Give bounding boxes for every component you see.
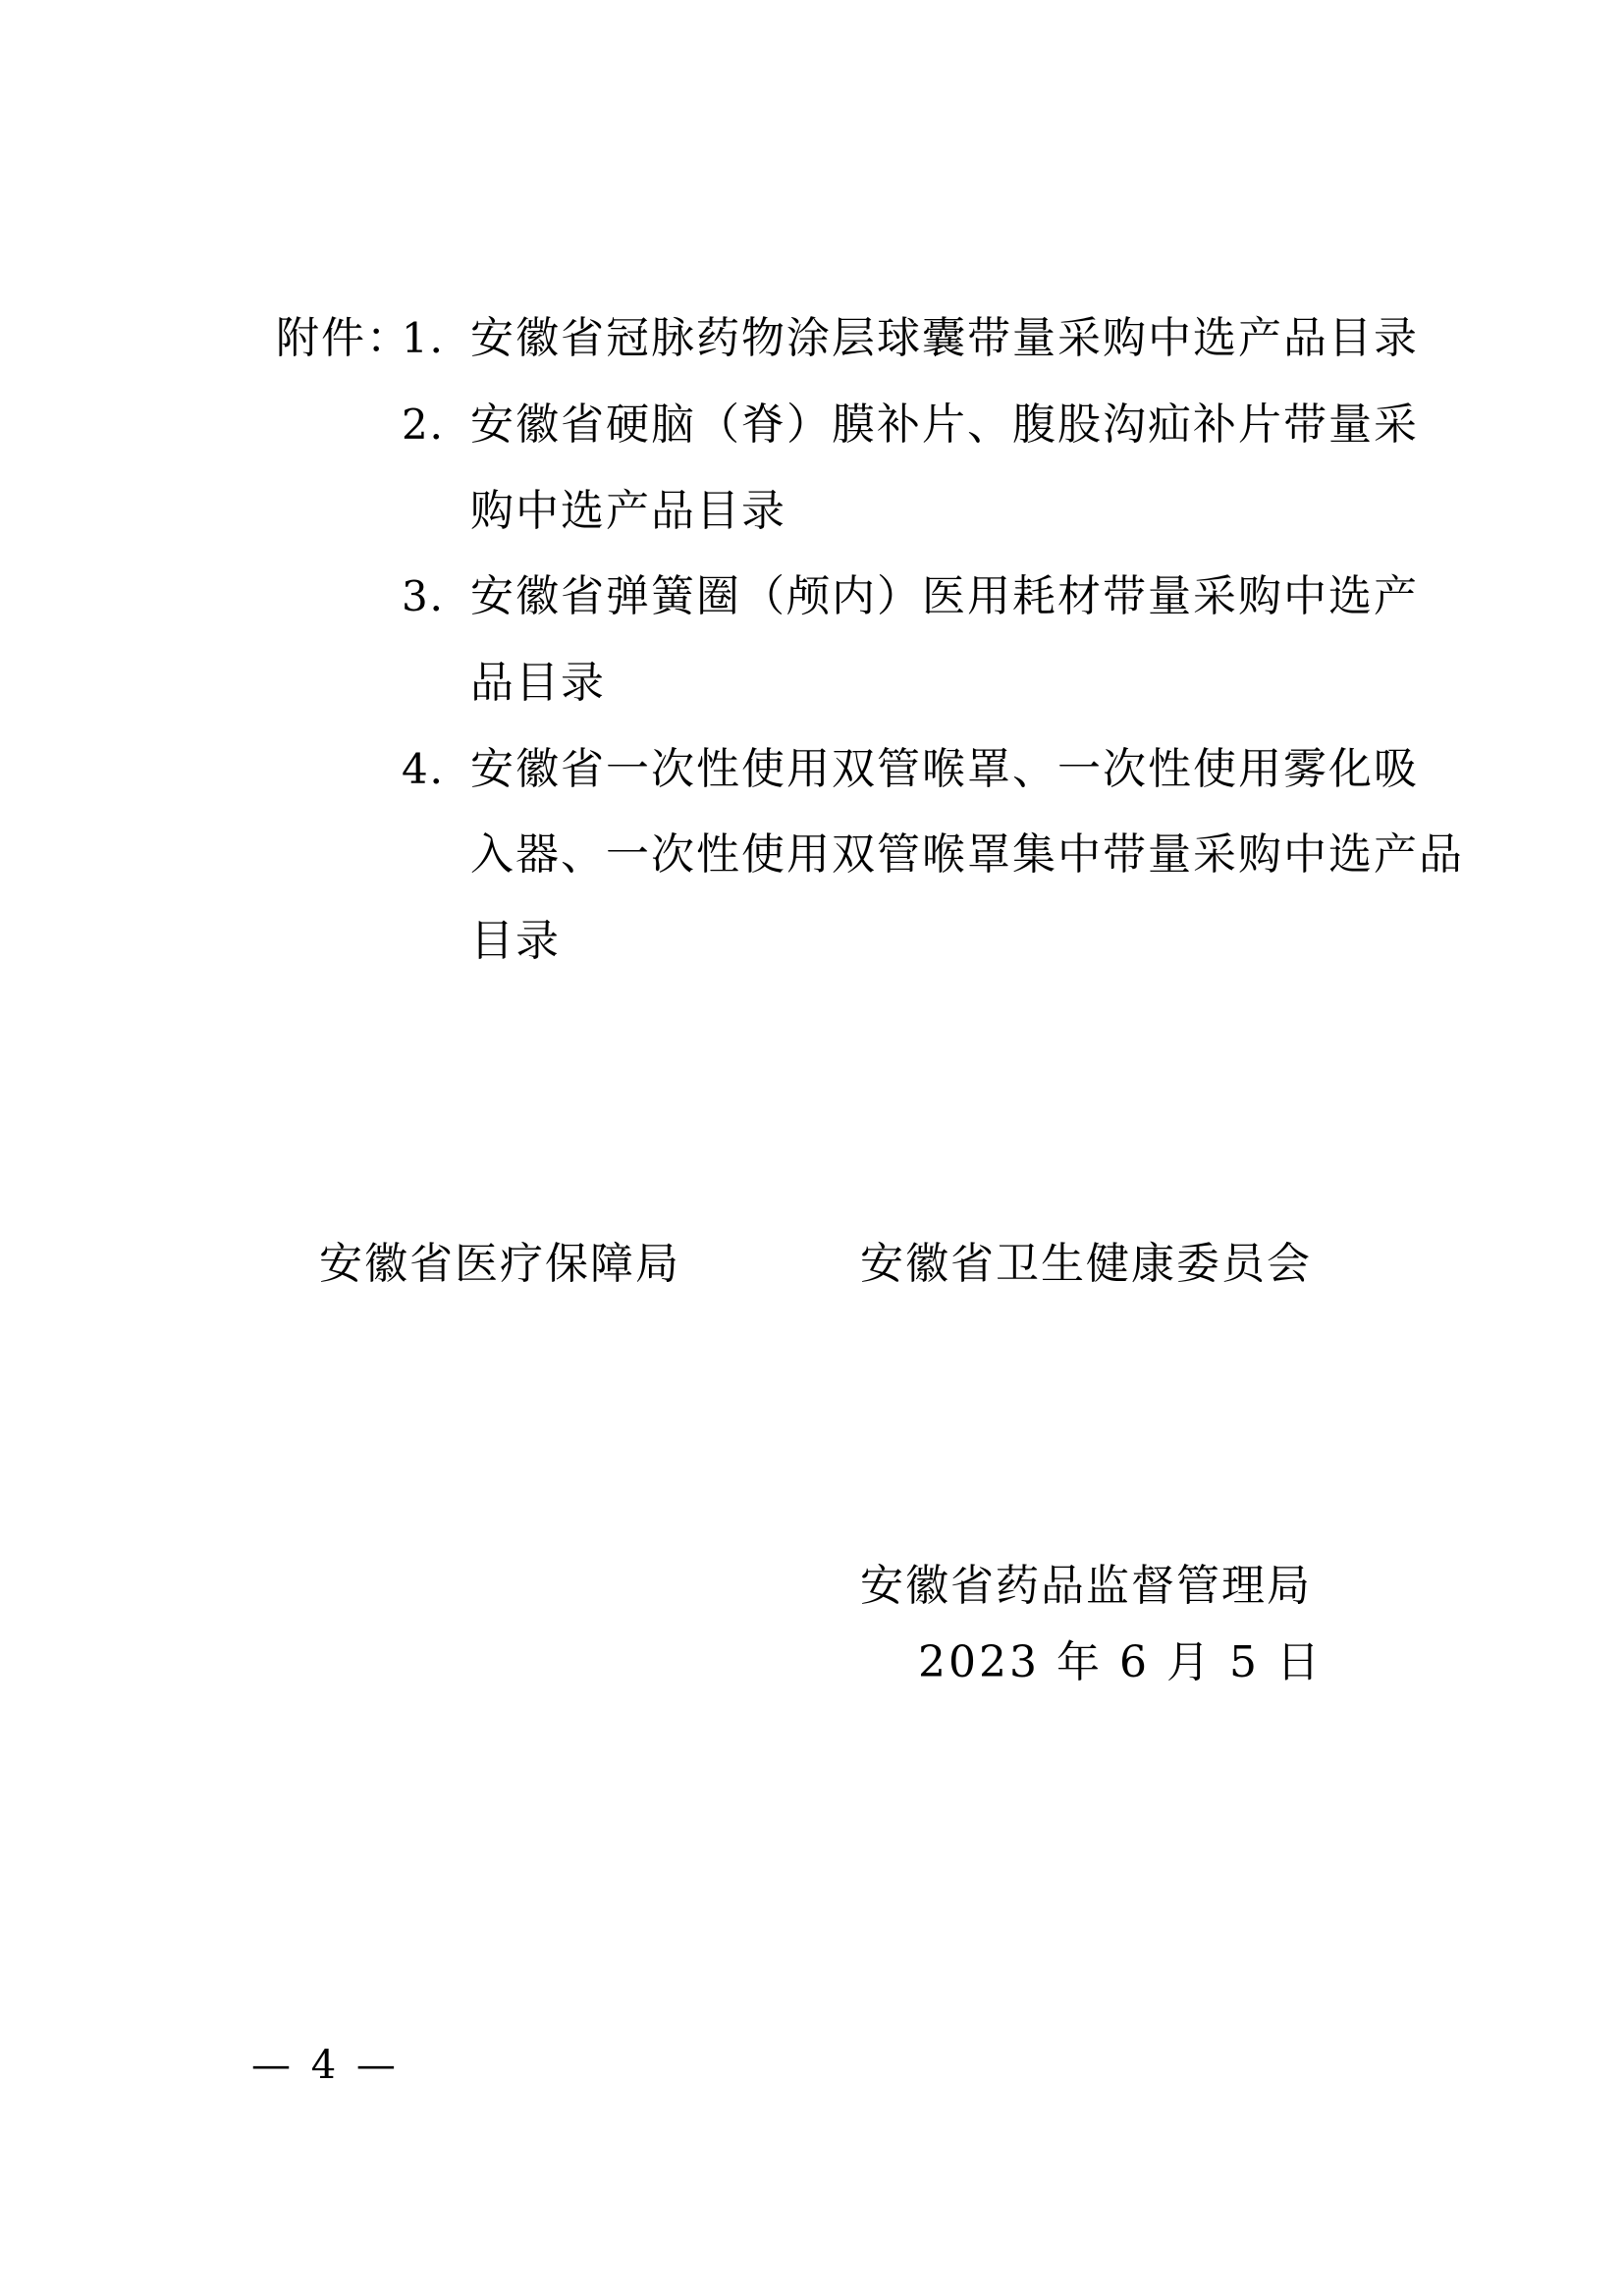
attachment-3-line-2: 品目录 — [470, 658, 606, 708]
date-year-unit: 年 — [1056, 1637, 1103, 1687]
date-day: 5 — [1228, 1637, 1260, 1687]
attachment-3-line-1: 安徽省弹簧圈（颅内）医用耗材带量采购中选产 — [470, 571, 1419, 621]
date-year: 2023 — [918, 1637, 1040, 1687]
signatory-medical-security-bureau: 安徽省医疗保障局 — [319, 1239, 680, 1289]
attachments-label: 附件： — [276, 313, 411, 363]
issue-date — [918, 1637, 1323, 1687]
attachment-2-number: 2． — [402, 400, 473, 449]
attachment-2-line-2: 购中选产品目录 — [470, 486, 786, 536]
attachment-1-line-1: 安徽省冠脉药物涂层球囊带量采购中选产品目录 — [470, 313, 1419, 363]
signatory-drug-administration: 安徽省药品监督管理局 — [860, 1561, 1312, 1611]
attachment-4-line-1: 安徽省一次性使用双管喉罩、一次性使用雾化吸 — [470, 744, 1419, 794]
date-month: 6 — [1118, 1637, 1150, 1687]
attachment-4-line-3: 目录 — [470, 916, 561, 966]
attachment-4-line-2: 入器、一次性使用双管喉罩集中带量采购中选产品 — [470, 829, 1464, 880]
signatory-health-commission: 安徽省卫生健康委员会 — [860, 1239, 1312, 1289]
page-number: — 4 — — [251, 2043, 400, 2088]
attachment-4-number: 4． — [402, 745, 473, 793]
attachment-1-number: 1． — [402, 314, 473, 362]
attachment-3-number: 3． — [402, 572, 473, 620]
attachment-2-line-1: 安徽省硬脑（脊）膜补片、腹股沟疝补片带量采 — [470, 400, 1419, 450]
date-day-unit: 日 — [1275, 1637, 1323, 1687]
date-month-unit: 月 — [1165, 1637, 1213, 1687]
